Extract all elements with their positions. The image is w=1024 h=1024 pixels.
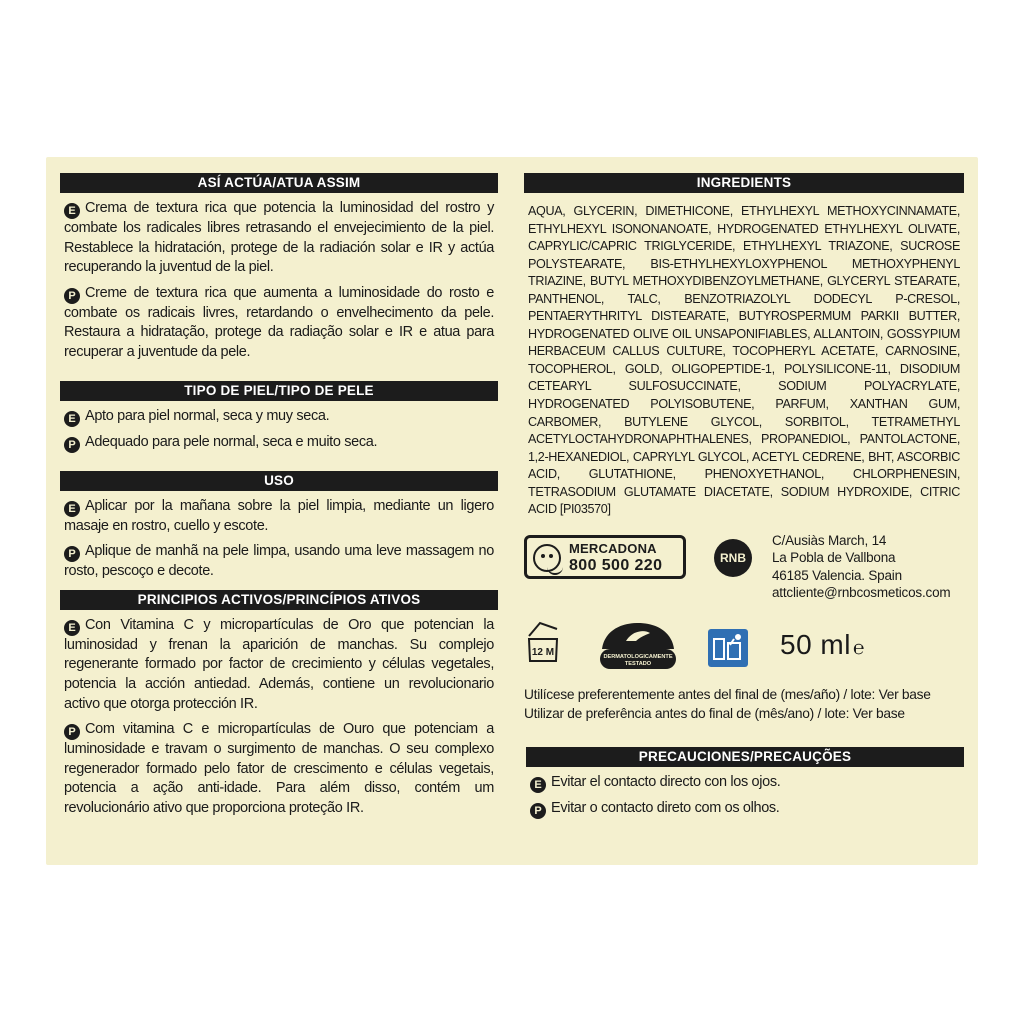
lang-badge-pt-icon: P xyxy=(530,803,546,819)
tipo-piel-es-text: Apto para piel normal, seca y muy seca. xyxy=(85,407,330,424)
manufacturer-address xyxy=(772,532,950,602)
lang-badge-es-icon: E xyxy=(64,203,80,219)
lang-badge-pt-icon: P xyxy=(64,724,80,740)
best-before-es: Utilícese preferentemente antes del final de (mes/año) / lote: Ver base xyxy=(524,686,931,702)
derm-line1: DERMATOLOGICAMENTE xyxy=(603,653,673,660)
tipo-piel-es xyxy=(64,407,494,427)
asi-actua-es xyxy=(64,199,494,278)
asi-actua-pt xyxy=(64,284,494,363)
principios-es-text: Con Vitamina C y micropartículas de Oro que potencian la luminosidad y frenan la aparición de manchas. Su complejo regenerante formado por factor de crecimiento y células vegetales, potencia la acción antiedad. Además, contiene un revolucionario activo que otorga protección IR. xyxy=(64,616,494,712)
estimated-sign-icon: ℮ xyxy=(852,637,865,659)
uso-pt xyxy=(64,542,494,582)
lang-badge-es-icon: E xyxy=(64,620,80,636)
mercadona-phone: 800 500 220 xyxy=(569,556,663,574)
precauciones-es-text: Evitar el contacto directo con los ojos. xyxy=(551,773,781,790)
mercadona-logo xyxy=(524,535,686,579)
principios-es xyxy=(64,616,494,714)
section-header-uso: USO xyxy=(60,471,498,491)
section-header-tipo-piel: TIPO DE PIEL/TIPO DE PELE xyxy=(60,381,498,401)
net-volume xyxy=(780,629,865,661)
address-city: 46185 Valencia. Spain xyxy=(772,567,902,583)
uso-pt-text: Aplique de manhã na pele limpa, usando uma leve massagem no rosto, pescoço e decote. xyxy=(64,543,494,580)
mercadona-name: MERCADONA xyxy=(569,540,657,556)
section-header-asi-actua: ASÍ ACTÚA/ATUA ASSIM xyxy=(60,173,498,193)
period-after-opening-icon xyxy=(524,621,562,665)
uso-es-text: Aplicar por la mañana sobre la piel limpia, mediante un ligero masaje en rostro, cuello y escote. xyxy=(64,497,494,534)
precauciones-pt-text: Evitar o contacto direto com os olhos. xyxy=(551,799,780,816)
asi-actua-es-text: Crema de textura rica que potencia la luminosidad del rostro y combate los radicales libres retrasando el envejecimiento de la piel. Restablece la hidratación, protege de la radiación solar e IR y actúa recuperando la juventud de la piel. xyxy=(64,200,494,276)
pao-label: 12 M xyxy=(531,646,555,658)
left-column xyxy=(60,173,498,819)
uso-es xyxy=(64,497,494,537)
rnb-logo-icon: RNB xyxy=(714,539,752,577)
principios-pt-text: Com vitamina C e micropartículas de Ouro que potenciam a luminosidade e travam o surgimento de manchas. O seu complexo regenerador formado pelo fator de crescimento e células vegetais, potencia a ação anti-idade. Para além disso, contém um revolucionário ativo que proporciona proteção IR. xyxy=(64,721,494,816)
asi-actua-pt-text: Creme de textura rica que aumenta a luminosidade do rosto e combate os radicais livres, retardando o envelhecimento da pele. Restaura a hidratação, protege da radiação solar e IR e atua para recuperar a juventude da pele. xyxy=(64,284,494,360)
section-header-precauciones: PRECAUCIONES/PRECAUÇÕES xyxy=(526,747,964,767)
dermatologically-tested-icon xyxy=(596,619,680,675)
brand-row xyxy=(524,531,964,601)
derm-line2: TESTADO xyxy=(624,660,652,667)
symbols-row xyxy=(524,619,964,685)
precauciones-es xyxy=(530,773,960,793)
section-header-ingredients: INGREDIENTS xyxy=(524,173,964,193)
lang-badge-pt-icon: P xyxy=(64,437,80,453)
lang-badge-pt-icon: P xyxy=(64,288,80,304)
lang-badge-es-icon: E xyxy=(64,501,80,517)
recycle-bin-icon xyxy=(708,629,748,667)
tipo-piel-pt-text: Adequado para pele normal, seca e muito seca. xyxy=(85,433,378,450)
section-header-principios: PRINCIPIOS ACTIVOS/PRINCÍPIOS ATIVOS xyxy=(60,590,498,610)
right-column xyxy=(524,173,964,819)
precautions-section xyxy=(526,747,964,819)
tipo-piel-pt xyxy=(64,433,494,453)
precauciones-pt xyxy=(530,799,960,819)
product-label xyxy=(46,157,978,865)
smiley-face-icon xyxy=(533,544,561,572)
lang-badge-es-icon: E xyxy=(64,411,80,427)
ingredients-list: AQUA, GLYCERIN, DIMETHICONE, ETHYLHEXYL METHOXYCINNAMATE, ETHYLHEXYL ISONONANOATE, HYDROGENATED ETHYLHEXYL OLIVATE, CAPRYLIC/CAPRIC TRIGLYCERIDE, ETHYLHEXYL TRIAZONE, SUCROSE POLYSTEARATE, BIS-ETHYLHEXYLOXYPHENOL METHOXYPHENYL TRIAZINE, BUTYL METHOXYDIBENZOYLMETHANE, GLYCERYL STEARATE, PANTHENOL, TALC, BENZOTRIAZOLYL DODECYL P-CRESOL, PENTAERYTHRITYL DISTEARATE, BUTYROSPERMUM PARKII BUTTER, HYDROGENATED OLIVE OIL UNSAPONIFIABLES, ALLANTOIN, GOSSYPIUM HERBACEUM CALLUS CULTURE, TOCOPHERYL ACETATE, CARNOSINE, TOCOPHEROL, GOLD, OLIGOPEPTIDE-1, POLYSILICONE-11, DISODIUM CETEARYL SULFOSUCCINATE, SODIUM POLYACRYLATE, HYDROGENATED POLYISOBUTENE, PARFUM, XANTHAN GUM, CARBOMER, BUTYLENE GLYCOL, SORBITOL, TETRAMETHYL ACETYLOCTAHYDRONAPHTHALENES, PROPANEDIOL, PANTOLACTONE, 1,2-HEXANEDIOL, CAPRYLYL GLYCOL, ACETYL CEDRENE, BHT, ASCORBIC ACID, GLUTATHIONE, PHENOXYETHANOL, CHLORPHENESIN, TETRASODIUM GLUTAMATE DIACETATE, SODIUM HYDROXIDE, CITRIC ACID [PI03570] xyxy=(528,204,960,517)
lang-badge-es-icon: E xyxy=(530,777,546,793)
best-before-pt: Utilizar de preferência antes do final de (mês/ano) / lote: Ver base xyxy=(524,705,905,721)
contact-email: attcliente@rnbcosmeticos.com xyxy=(772,585,951,601)
lang-badge-pt-icon: P xyxy=(64,546,80,562)
principios-pt xyxy=(64,720,494,818)
address-town: La Pobla de Vallbona xyxy=(772,550,896,566)
volume-value: 50 ml xyxy=(780,628,851,660)
address-street: C/Ausiàs March, 14 xyxy=(772,532,887,548)
